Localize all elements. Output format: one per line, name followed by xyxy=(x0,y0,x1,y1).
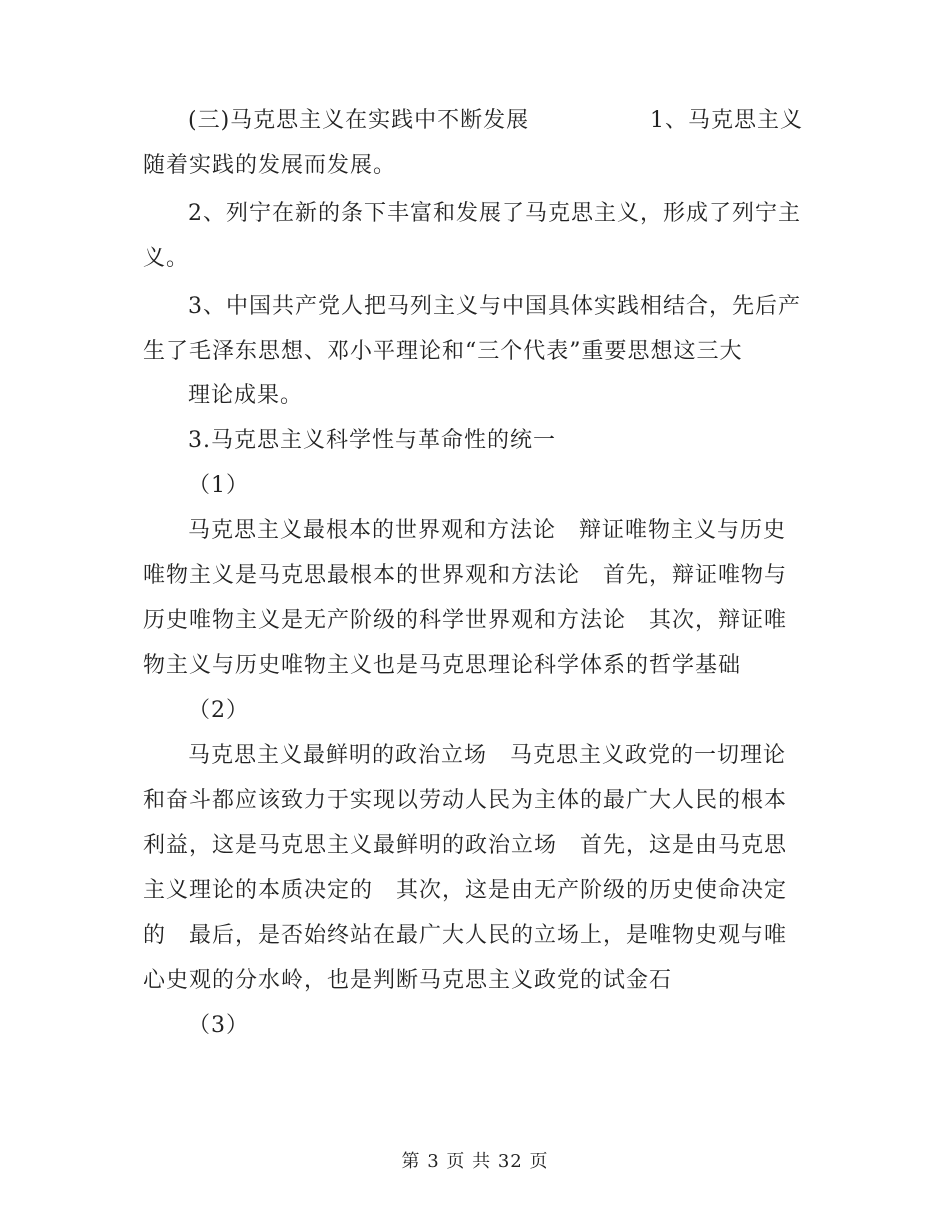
text-line: 和奋斗都应该致力于实现以劳动人民为主体的最广大人民的根本 xyxy=(143,788,788,813)
item-number: （1） xyxy=(188,473,249,498)
text-line: 3、中国共产党人把马列主义与中国具体实践相结合，先后产 xyxy=(188,294,801,319)
text-line: 唯物主义是马克思最根本的世界观和方法论 首先，辩证唯物与 xyxy=(143,563,788,588)
text-line: 随着实践的发展而发展。 xyxy=(143,153,397,178)
text-line: 马克思主义最根本的世界观和方法论 辩证唯物主义与历史 xyxy=(188,518,787,543)
section-heading: 3.马克思主义科学性与革命性的统一 xyxy=(188,428,556,453)
item-number: （3） xyxy=(188,1013,249,1038)
page-number: 第 3 页 共 32 页 xyxy=(401,1151,549,1172)
text-line: 心史观的分水岭，也是判断马克思主义政党的试金石 xyxy=(143,968,673,993)
text-line: 马克思主义最鲜明的政治立场 马克思主义政党的一切理论 xyxy=(188,743,787,768)
text-line: 主义理论的本质决定的 其次，这是由无产阶级的历史使命决定 xyxy=(143,878,788,903)
text-line: 物主义与历史唯物主义也是马克思理论科学体系的哲学基础 xyxy=(143,653,742,678)
text-line: (三)马克思主义在实践中不断发展 xyxy=(188,108,530,133)
text-line: 2、列宁在新的条下丰富和发展了马克思主义，形成了列宁主 xyxy=(188,201,801,226)
text-line: 生了毛泽东思想、邓小平理论和“三个代表”重要思想这三大 xyxy=(143,339,743,364)
text-line: 的 最后，是否始终站在最广大人民的立场上，是唯物史观与唯 xyxy=(143,923,788,948)
text-line: 1、马克思主义 xyxy=(650,108,803,133)
text-line: 义。 xyxy=(143,246,190,271)
text-line: 利益，这是马克思主义最鲜明的政治立场 首先，这是由马克思 xyxy=(143,833,788,858)
text-line: 理论成果。 xyxy=(188,383,304,408)
text-line: 历史唯物主义是无产阶级的科学世界观和方法论 其次，辩证唯 xyxy=(143,608,788,633)
item-number: （2） xyxy=(188,698,249,723)
